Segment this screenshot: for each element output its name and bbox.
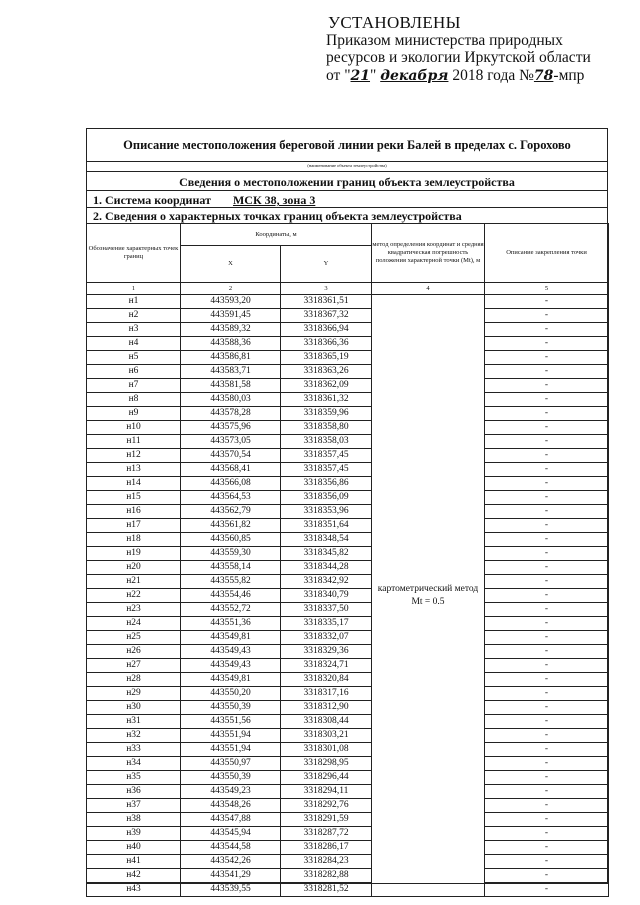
table-row: [87, 827, 609, 841]
point-id-cell: н27: [87, 659, 181, 673]
header-y: Y: [281, 246, 372, 283]
y-cell: 3318356,09: [281, 491, 372, 505]
object-caption: (наименование объекта землеустройства): [307, 163, 387, 168]
fixing-cell: -: [485, 617, 609, 631]
approval-day: 21: [350, 67, 371, 84]
y-cell: 3318357,45: [281, 449, 372, 463]
y-cell: 3318345,82: [281, 547, 372, 561]
y-cell: 3318362,09: [281, 379, 372, 393]
point-id-cell: н17: [87, 519, 181, 533]
x-cell: 443560,85: [181, 533, 281, 547]
document-frame: [86, 128, 608, 894]
point-id-cell: н23: [87, 603, 181, 617]
point-id-cell: н10: [87, 421, 181, 435]
approval-month: декабря: [380, 67, 449, 84]
x-cell: 443549,81: [181, 631, 281, 645]
y-cell: 3318351,64: [281, 519, 372, 533]
point-id-cell: н7: [87, 379, 181, 393]
table-row: [87, 603, 609, 617]
x-cell: 443551,36: [181, 617, 281, 631]
y-cell: 3318342,92: [281, 575, 372, 589]
y-cell: 3318363,26: [281, 365, 372, 379]
section-header: Сведения о местоположении границ объекта землеустройства: [179, 175, 515, 189]
y-cell: 3318301,08: [281, 743, 372, 757]
approval-line-2: ресурсов и экологии Иркутской области: [326, 49, 591, 66]
point-id-cell: н18: [87, 533, 181, 547]
table-row: [87, 463, 609, 477]
y-cell: 3318317,16: [281, 687, 372, 701]
x-cell: 443593,20: [181, 295, 281, 309]
table-row: [87, 631, 609, 645]
y-cell: 3318357,45: [281, 463, 372, 477]
table-row: [87, 393, 609, 407]
x-cell: 443547,88: [181, 813, 281, 827]
x-cell: 443549,43: [181, 659, 281, 673]
fixing-cell: -: [485, 701, 609, 715]
point-id-cell: н28: [87, 673, 181, 687]
y-cell: 3318292,76: [281, 799, 372, 813]
y-cell: 3318358,03: [281, 435, 372, 449]
points-header: 2. Сведения о характерных точках границ объекта землеустройства: [93, 209, 462, 223]
x-cell: 443549,81: [181, 673, 281, 687]
x-cell: 443549,43: [181, 645, 281, 659]
col-number: 4: [372, 283, 485, 295]
point-id-cell: н37: [87, 799, 181, 813]
fixing-cell: -: [485, 561, 609, 575]
x-cell: 443589,32: [181, 323, 281, 337]
point-id-cell: н6: [87, 365, 181, 379]
table-row: [87, 435, 609, 449]
col-number: 3: [281, 283, 372, 295]
point-id-cell: н24: [87, 617, 181, 631]
y-cell: 3318329,36: [281, 645, 372, 659]
point-id-cell: н14: [87, 477, 181, 491]
fixing-cell: -: [485, 575, 609, 589]
point-id-cell: н32: [87, 729, 181, 743]
table-row: [87, 477, 609, 491]
point-id-cell: н9: [87, 407, 181, 421]
y-cell: 3318294,11: [281, 785, 372, 799]
fixing-cell: -: [485, 491, 609, 505]
y-cell: 3318320,84: [281, 673, 372, 687]
coord-system: [93, 193, 315, 208]
point-id-cell: н29: [87, 687, 181, 701]
table-row: [87, 785, 609, 799]
fixing-cell: -: [485, 421, 609, 435]
point-id-cell: н25: [87, 631, 181, 645]
table-row: [87, 505, 609, 519]
header-x: X: [181, 246, 281, 283]
table-row: [87, 855, 609, 869]
x-cell: 443542,26: [181, 855, 281, 869]
point-id-cell: н38: [87, 813, 181, 827]
point-id-cell: н1: [87, 295, 181, 309]
fixing-cell: -: [485, 869, 609, 883]
table-row: [87, 491, 609, 505]
fixing-cell: -: [485, 687, 609, 701]
document-title: Описание местоположения береговой линии реки Балей в пределах с. Горохово: [123, 138, 571, 152]
approval-date-line: от "21" декабря 2018 года №78-мпр: [326, 66, 585, 84]
x-cell: 443580,03: [181, 393, 281, 407]
y-cell: 3318366,36: [281, 337, 372, 351]
y-cell: 3318282,88: [281, 869, 372, 883]
point-id-cell: н5: [87, 351, 181, 365]
table-row: [87, 701, 609, 715]
y-cell: 3318286,17: [281, 841, 372, 855]
x-cell: 443541,29: [181, 869, 281, 883]
y-cell: 3318298,95: [281, 757, 372, 771]
fixing-cell: -: [485, 813, 609, 827]
fixing-cell: -: [485, 645, 609, 659]
x-cell: 443555,82: [181, 575, 281, 589]
point-id-cell: н20: [87, 561, 181, 575]
table-row: [87, 561, 609, 575]
table-row: [87, 743, 609, 757]
x-cell: 443561,82: [181, 519, 281, 533]
point-id-cell: н39: [87, 827, 181, 841]
fixing-cell: -: [485, 519, 609, 533]
y-cell: 3318287,72: [281, 827, 372, 841]
fixing-cell: -: [485, 379, 609, 393]
x-cell: 443566,08: [181, 477, 281, 491]
fixing-cell: -: [485, 407, 609, 421]
point-id-cell: н2: [87, 309, 181, 323]
y-cell: 3318303,21: [281, 729, 372, 743]
fixing-cell: -: [485, 729, 609, 743]
y-cell: 3318332,07: [281, 631, 372, 645]
x-cell: 443558,14: [181, 561, 281, 575]
table-row: [87, 351, 609, 365]
fixing-cell: -: [485, 463, 609, 477]
x-cell: 443559,30: [181, 547, 281, 561]
point-id-cell: н15: [87, 491, 181, 505]
table-row: [87, 337, 609, 351]
point-id-cell: н3: [87, 323, 181, 337]
point-id-cell: н40: [87, 841, 181, 855]
y-cell: 3318296,44: [281, 771, 372, 785]
fixing-cell: -: [485, 715, 609, 729]
x-cell: 443549,23: [181, 785, 281, 799]
fixing-cell: -: [485, 533, 609, 547]
table-row: [87, 715, 609, 729]
y-cell: 3318312,90: [281, 701, 372, 715]
point-id-cell: н21: [87, 575, 181, 589]
x-cell: 443544,58: [181, 841, 281, 855]
x-cell: 443551,56: [181, 715, 281, 729]
fixing-cell: -: [485, 743, 609, 757]
y-cell: 3318284,23: [281, 855, 372, 869]
fixing-cell: -: [485, 659, 609, 673]
point-id-cell: н31: [87, 715, 181, 729]
y-cell: 3318353,96: [281, 505, 372, 519]
table-row: [87, 519, 609, 533]
approval-number: 78: [533, 67, 554, 84]
y-cell: 3318361,32: [281, 393, 372, 407]
y-cell: 3318356,86: [281, 477, 372, 491]
fixing-cell: -: [485, 393, 609, 407]
points-table: [86, 223, 609, 897]
y-cell: 3318324,71: [281, 659, 372, 673]
fixing-cell: -: [485, 295, 609, 309]
point-id-cell: н12: [87, 449, 181, 463]
y-cell: 3318291,59: [281, 813, 372, 827]
table-row: [87, 883, 609, 897]
y-cell: 3318365,19: [281, 351, 372, 365]
table-row: [87, 799, 609, 813]
x-cell: 443548,26: [181, 799, 281, 813]
fixing-cell: -: [485, 323, 609, 337]
x-cell: 443551,94: [181, 729, 281, 743]
table-row: [87, 379, 609, 393]
table-row: [87, 757, 609, 771]
point-id-cell: н30: [87, 701, 181, 715]
fixing-cell: -: [485, 841, 609, 855]
table-row: [87, 407, 609, 421]
fixing-cell: -: [485, 435, 609, 449]
fixing-cell: -: [485, 785, 609, 799]
point-id-cell: н19: [87, 547, 181, 561]
table-row: [87, 295, 609, 309]
x-cell: 443552,72: [181, 603, 281, 617]
table-row: [87, 309, 609, 323]
coord-system-label: 1. Система координат: [93, 193, 211, 207]
fixing-cell: -: [485, 799, 609, 813]
y-cell: 3318344,28: [281, 561, 372, 575]
table-row: [87, 575, 609, 589]
y-cell: 3318359,96: [281, 407, 372, 421]
table-row: [87, 687, 609, 701]
col-number: 5: [485, 283, 609, 295]
x-cell: 443575,96: [181, 421, 281, 435]
fixing-cell: -: [485, 827, 609, 841]
x-cell: 443581,58: [181, 379, 281, 393]
table-row: [87, 617, 609, 631]
point-id-cell: н34: [87, 757, 181, 771]
col-number: 1: [87, 283, 181, 295]
x-cell: 443550,39: [181, 771, 281, 785]
fixing-cell: -: [485, 603, 609, 617]
point-id-cell: н41: [87, 855, 181, 869]
x-cell: 443562,79: [181, 505, 281, 519]
y-cell: 3318340,79: [281, 589, 372, 603]
fixing-cell: -: [485, 337, 609, 351]
y-cell: 3318358,80: [281, 421, 372, 435]
point-id-cell: н26: [87, 645, 181, 659]
header-coords: Координаты, м: [181, 224, 372, 246]
approval-title: УСТАНОВЛЕНЫ: [328, 13, 461, 32]
y-cell: 3318366,94: [281, 323, 372, 337]
x-cell: 443550,39: [181, 701, 281, 715]
x-cell: 443545,94: [181, 827, 281, 841]
fixing-cell: -: [485, 351, 609, 365]
y-cell: 3318281,52: [281, 883, 372, 897]
fixing-cell: -: [485, 673, 609, 687]
table-row: [87, 813, 609, 827]
header-fixing: Описание закрепления точки: [485, 224, 609, 283]
x-cell: 443564,53: [181, 491, 281, 505]
point-id-cell: н11: [87, 435, 181, 449]
table-row: [87, 729, 609, 743]
x-cell: 443570,54: [181, 449, 281, 463]
point-id-cell: н42: [87, 869, 181, 883]
table-row: [87, 449, 609, 463]
x-cell: 443578,28: [181, 407, 281, 421]
table-row: [87, 771, 609, 785]
table-row: [87, 323, 609, 337]
table-row: [87, 869, 609, 883]
y-cell: 3318367,32: [281, 309, 372, 323]
header-point: Обозначение характерных точек границ: [87, 224, 181, 283]
fixing-cell: -: [485, 505, 609, 519]
point-id-cell: н36: [87, 785, 181, 799]
table-row: [87, 841, 609, 855]
table-row: [87, 421, 609, 435]
table-row: [87, 365, 609, 379]
point-id-cell: н22: [87, 589, 181, 603]
table-row: [87, 673, 609, 687]
fixing-cell: -: [485, 589, 609, 603]
x-cell: 443583,71: [181, 365, 281, 379]
point-id-cell: н33: [87, 743, 181, 757]
y-cell: 3318348,54: [281, 533, 372, 547]
table-row: [87, 645, 609, 659]
x-cell: 443586,81: [181, 351, 281, 365]
method-cell: картометрический метод Mt = 0.5: [372, 295, 485, 897]
point-id-cell: н16: [87, 505, 181, 519]
x-cell: 443550,20: [181, 687, 281, 701]
x-cell: 443591,45: [181, 309, 281, 323]
y-cell: 3318335,17: [281, 617, 372, 631]
table-row: [87, 659, 609, 673]
point-id-cell: н4: [87, 337, 181, 351]
table-row: [87, 533, 609, 547]
point-id-cell: н43: [87, 883, 181, 897]
x-cell: 443588,36: [181, 337, 281, 351]
fixing-cell: -: [485, 365, 609, 379]
approval-stamp: [326, 14, 626, 85]
x-cell: 443568,41: [181, 463, 281, 477]
y-cell: 3318308,44: [281, 715, 372, 729]
approval-line-1: Приказом министерства природных: [326, 31, 563, 49]
fixing-cell: -: [485, 883, 609, 897]
fixing-cell: -: [485, 477, 609, 491]
fixing-cell: -: [485, 855, 609, 869]
x-cell: 443539,55: [181, 883, 281, 897]
table-row: [87, 547, 609, 561]
point-id-cell: н8: [87, 393, 181, 407]
fixing-cell: -: [485, 757, 609, 771]
coord-system-value: МСК 38, зона 3: [232, 193, 316, 207]
col-number: 2: [181, 283, 281, 295]
x-cell: 443554,46: [181, 589, 281, 603]
table-row: [87, 589, 609, 603]
x-cell: 443550,97: [181, 757, 281, 771]
fixing-cell: -: [485, 631, 609, 645]
x-cell: 443573,05: [181, 435, 281, 449]
x-cell: 443551,94: [181, 743, 281, 757]
y-cell: 3318361,51: [281, 295, 372, 309]
point-id-cell: н13: [87, 463, 181, 477]
fixing-cell: -: [485, 449, 609, 463]
fixing-cell: -: [485, 309, 609, 323]
fixing-cell: -: [485, 547, 609, 561]
header-method: метод определения координат и средняя квадратическая погрешность положения характерной точки (Mt), м: [372, 224, 485, 283]
point-id-cell: н35: [87, 771, 181, 785]
y-cell: 3318337,50: [281, 603, 372, 617]
fixing-cell: -: [485, 771, 609, 785]
